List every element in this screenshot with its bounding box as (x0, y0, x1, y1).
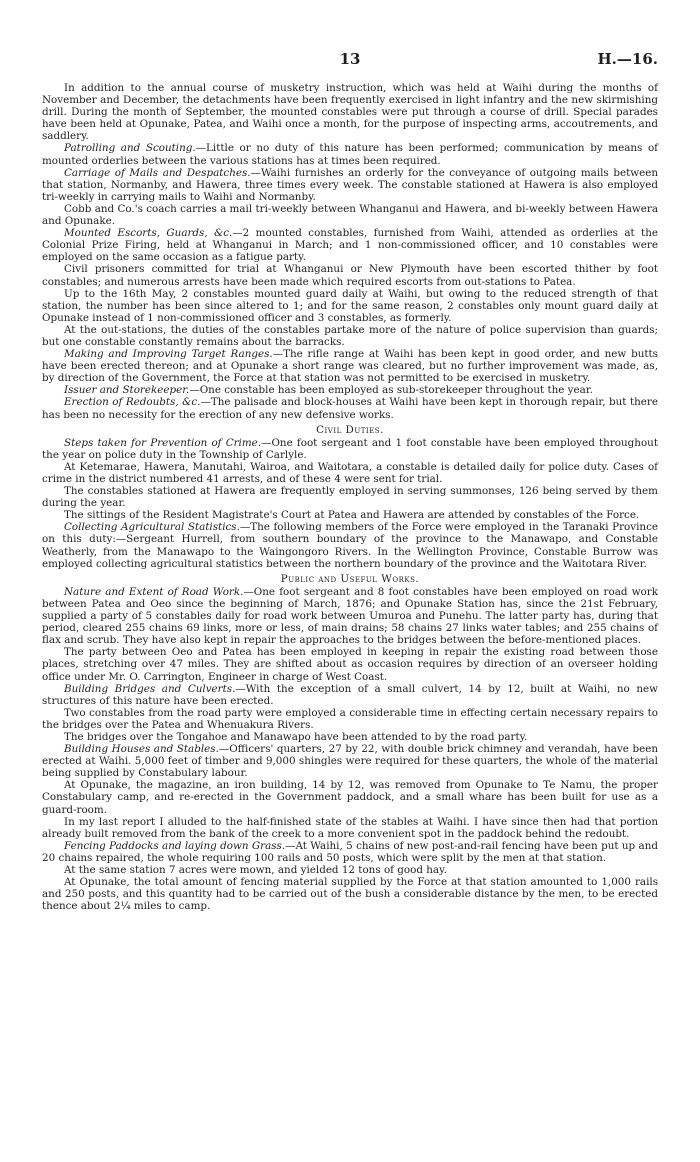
paragraph (42, 437, 658, 461)
paragraph (42, 743, 658, 779)
paragraph-text: —The rifle range at Waihi has been kept in good order, and new butts have been erected thereon; and at Opunake a short range was cleared, but no further improvement was made, as, by direction of the Government, the Force at that station was not permitted to be exercised in musketry. (42, 348, 658, 385)
paragraph (42, 485, 658, 509)
paragraph (42, 779, 658, 815)
paragraph (42, 876, 658, 912)
paragraph-text: —One foot sergeant and 1 foot constable have been employed throughout the year on police duty in the Township of Carlyle. (42, 436, 658, 461)
paragraph-text: Civil prisoners committed for trial at Whanganui or New Plymouth have been escorted thither by foot constables; and numerous arrests have been made which required escorts from out-stations to Patea. (42, 263, 658, 288)
paragraph-lead-heading: Patrolling and Scouting. (64, 142, 196, 155)
body-text (42, 82, 658, 912)
paragraph-text: —Waihi furnishes an orderly for the conveyance of outgoing mails between that station, Normanby, and Hawera, three times every week. The constable stationed at Hawera is also employed tri-weekly in carrying mails to Waihi and Normanby. (42, 166, 658, 203)
paragraph (42, 324, 658, 348)
paragraph-lead-heading: Steps taken for Prevention of Crime. (64, 436, 262, 449)
paragraph-text: At the same station 7 acres were mown, and yielded 12 tons of good hay. (64, 864, 447, 876)
paragraph (42, 167, 658, 203)
paragraph-text: Two constables from the road party were employed a considerable time in effecting certain necessary repairs to the bridges over the Patea and Whenuakura Rivers. (42, 706, 658, 731)
paragraph-text: The constables stationed at Hawera are frequently employed in serving summonses, 126 being served by them during the year. (42, 485, 658, 510)
paragraph (42, 864, 658, 876)
paragraph-lead-heading: Collecting Agricultural Statistics. (64, 521, 240, 534)
paragraph (42, 348, 658, 384)
paragraph (42, 521, 658, 569)
paragraph-text: At Ketemarae, Hawera, Manutahi, Wairoa, and Waitotara, a constable is detailed daily for police duty. Cases of crime in the district numbered 41 arrests, and of these 4 were sent for trial. (42, 460, 658, 485)
paragraph-lead-heading: Building Houses and Stables. (64, 743, 219, 756)
paragraph-lead-heading: Issuer and Storekeeper. (64, 384, 190, 397)
paragraph-lead-heading: Building Bridges and Culverts. (64, 682, 236, 695)
paragraph (42, 142, 658, 166)
paragraph (42, 203, 658, 227)
page-number: 13 (339, 50, 361, 68)
paragraph-text: —The palisade and block-houses at Waihi have been kept in thorough repair, but there has been no necessity for the erection of any new defensive works. (42, 396, 658, 421)
paragraph (42, 731, 658, 743)
paragraph-text: —The following members of the Force were employed in the Taranaki Province on this duty:—Sergeant Hurrell, from southern boundary of the province to the Manawapo, and Constable Weatherly, from the Manawapo to the Waingongoro Rivers. In the Wellington Province, Constable Burrow was employed collecting agricultural statistics between the northern boundary of the province and the Waitotara River. (42, 521, 658, 570)
paragraph-text: At Opunake, the magazine, an iron building, 14 by 12, was removed from Opunake to Te Namu, the proper Constabulary camp, and re-erected in the Government paddock, and a small whare has been built for use as a guard-room. (42, 779, 658, 816)
paragraph (42, 646, 658, 682)
paragraph (42, 840, 658, 864)
page-header (42, 50, 658, 72)
paragraph (42, 586, 658, 646)
paragraph (42, 707, 658, 731)
paragraph-text: —2 mounted constables, furnished from Waihi, attended as orderlies at the Colonial Prize Firing, held at Whanganui in March; and 1 non-commissioned officer, and 10 constables were employed on the same occasion as a fatigue party. (42, 227, 658, 264)
paragraph-text: The sittings of the Resident Magistrate's Court at Patea and Hawera are attended by constables of the Force. (64, 509, 640, 522)
paragraph-text: —At Waihi, 5 chains of new post-and-rail fencing have been put up and 20 chains repaired, the whole requiring 100 rails and 50 posts, which were split by the men at that station. (42, 839, 658, 864)
paragraph-lead-heading: Mounted Escorts, Guards, &c. (64, 227, 233, 240)
document-code: H.—16. (597, 50, 658, 68)
paragraph-text: At the out-stations, the duties of the constables partake more of the nature of police supervision than guards; but one constable constantly remains about the barracks. (42, 323, 658, 348)
paragraph (42, 396, 658, 420)
section-heading: Public and Useful Works. (280, 572, 420, 585)
paragraph-text: In my last report I alluded to the half-finished state of the stables at Waihi. I have since then had that portion already built removed from the bank of the creek to a more convenient spot in the paddock behind the redoubt. (42, 815, 658, 840)
paragraph-lead-heading: Erection of Redoubts, &c. (64, 396, 201, 409)
paragraph-text: At Opunake, the total amount of fencing material supplied by the Force at that station amounted to 1,000 rails and 250 posts, and this quantity had to be carried out of the bush a considerable distance by the men, to be erected thence about 2¼ miles to camp. (42, 876, 658, 913)
paragraph (42, 263, 658, 287)
paragraph-text: —One constable has been employed as sub-storekeeper throughout the year. (189, 384, 593, 397)
paragraph-text: Up to the 16th May, 2 constables mounted guard daily at Waihi, but owing to the reduced strength of that station, the number has been since altered to 1; and for the same reason, 2 constables only mount guard daily at Opunake instead of 1 non-commissioned officer and 3 constables, as formerly. (42, 287, 658, 324)
paragraph-text: The bridges over the Tongahoe and Manawapo have been attended to by the road party. (64, 730, 528, 743)
paragraph (42, 509, 658, 521)
paragraph-lead-heading: Carriage of Mails and Despatches. (64, 166, 251, 179)
paragraph-text: The party between Oeo and Patea has been employed in keeping in repair the existing road between those places, stretching over 47 miles. They are shifted about as occasion requires by direction of an overseer holding office under Mr. O. Carrington, Engineer in charge of West Coast. (42, 646, 658, 683)
section-heading: Civil Duties. (316, 423, 384, 436)
paragraph-lead-heading: Fencing Paddocks and laying down Grass. (64, 839, 286, 852)
paragraph-lead-heading: Nature and Extent of Road Work. (64, 585, 244, 598)
paragraph-text: In addition to the annual course of musketry instruction, which was held at Waihi during the months of November and December, the detachments have been frequently exercised in light infantry and the new skirmishing drill. During the month of September, the mounted constables were put through a course of drill. Special parades have been held at Opunake, Patea, and Waihi once a month, for the purpose of inspecting arms, accoutrements, and saddlery. (42, 82, 658, 143)
paragraph-text: —Little or no duty of this nature has been performed; communication by means of mounted orderlies between the various stations has at times been required. (42, 142, 658, 167)
paragraph (42, 461, 658, 485)
paragraph (42, 816, 658, 840)
paragraph-text: —With the exception of a small culvert, 14 by 12, built at Waihi, no new structures of this nature have been erected. (42, 682, 658, 707)
paragraph-text: —One foot sergeant and 8 foot constables have been employed on road work between Patea and Oeo since the beginning of March, 1876; and Opunake Station has, since the 21st February, supplied a party of 5 constables daily for road work between Umuroa and Punehu. The latter party has, during that period, cleared 255 chains 69 links, more or less, of main drains; 58 chains 27 links water tables; and 255 chains of flax and scrub. They have also kept in repair the approaches to the bridges between the before-mentioned places. (42, 585, 658, 647)
paragraph (42, 227, 658, 263)
paragraph-lead-heading: Making and Improving Target Ranges. (64, 348, 273, 361)
paragraph (42, 683, 658, 707)
paragraph (42, 82, 658, 142)
paragraph (42, 288, 658, 324)
paragraph-text: Cobb and Co.'s coach carries a mail tri-weekly between Whanganui and Hawera, and bi-weekly between Hawera and Opunake. (42, 202, 658, 228)
paragraph-text: —Officers' quarters, 27 by 22, with double brick chimney and verandah, have been erected at Waihi. 5,000 feet of timber and 9,000 shingles were required for these quarters, the whole of the material being supplied by Constabulary labour. (42, 743, 658, 780)
paragraph (42, 384, 658, 396)
